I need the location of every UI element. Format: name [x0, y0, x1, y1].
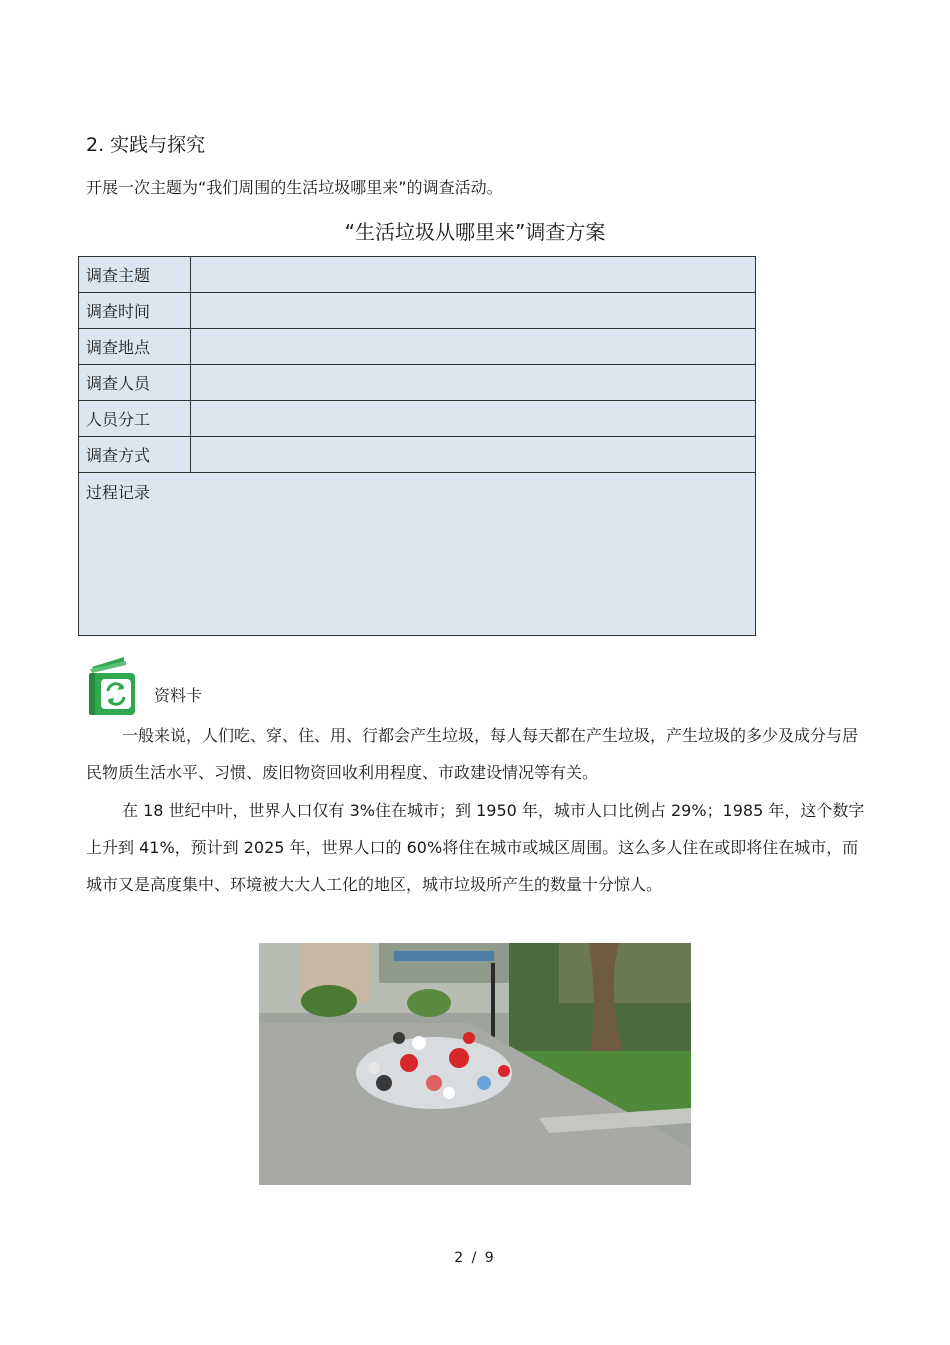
table-row: [79, 365, 756, 401]
survey-plan-table: [78, 256, 756, 636]
table-row: [79, 257, 756, 293]
page-number: 2 / 9: [454, 1250, 496, 1266]
row-value: [191, 257, 756, 293]
table-row: [79, 401, 756, 437]
row-label: 调查方式: [79, 437, 191, 473]
row-label: 调查地点: [79, 329, 191, 365]
info-paragraph-text: 在 18 世纪中叶，世界人口仅有 3%住在城市；到 1950 年，城市人口比例占 29%；1985 年，这个数字上升到 41%，预计到 2025 年，世界人口的 60%将住在城市或城区周围。这么多人住在或即将住在城市，而城市又是高度集中、环境被大大人工化的地区，城市垃圾所产生的数量十分惊人。: [86, 801, 865, 894]
row-value: [191, 401, 756, 437]
info-paragraph-text: 一般来说，人们吃、穿、住、用、行都会产生垃圾，每人每天都在产生垃圾，产生垃圾的多少及成分与居民物质生活水平、习惯、废旧物资回收利用程度、市政建设情况等有关。: [86, 726, 859, 782]
row-label: 调查主题: [79, 257, 191, 293]
process-record-label: 过程记录: [79, 473, 756, 636]
info-paragraph: [86, 792, 866, 903]
row-label: 调查人员: [79, 365, 191, 401]
row-value: [191, 437, 756, 473]
row-label: 调查时间: [79, 293, 191, 329]
section-title: 2. 实践与探究: [86, 134, 206, 156]
process-record-row: [79, 473, 756, 636]
row-value: [191, 329, 756, 365]
row-label: 人员分工: [79, 401, 191, 437]
table-row: [79, 293, 756, 329]
garbage-pile-photo: [259, 943, 691, 1185]
row-value: [191, 293, 756, 329]
activity-intro: 开展一次主题为“我们周围的生活垃圾哪里来”的调查活动。: [86, 178, 503, 197]
book-recycle-icon: [86, 655, 138, 717]
row-value: [191, 365, 756, 401]
table-title: “生活垃圾从哪里来”调查方案: [344, 220, 606, 244]
info-paragraph: [86, 717, 866, 791]
table-row: [79, 437, 756, 473]
info-card-label: 资料卡: [154, 686, 203, 705]
table-row: [79, 329, 756, 365]
